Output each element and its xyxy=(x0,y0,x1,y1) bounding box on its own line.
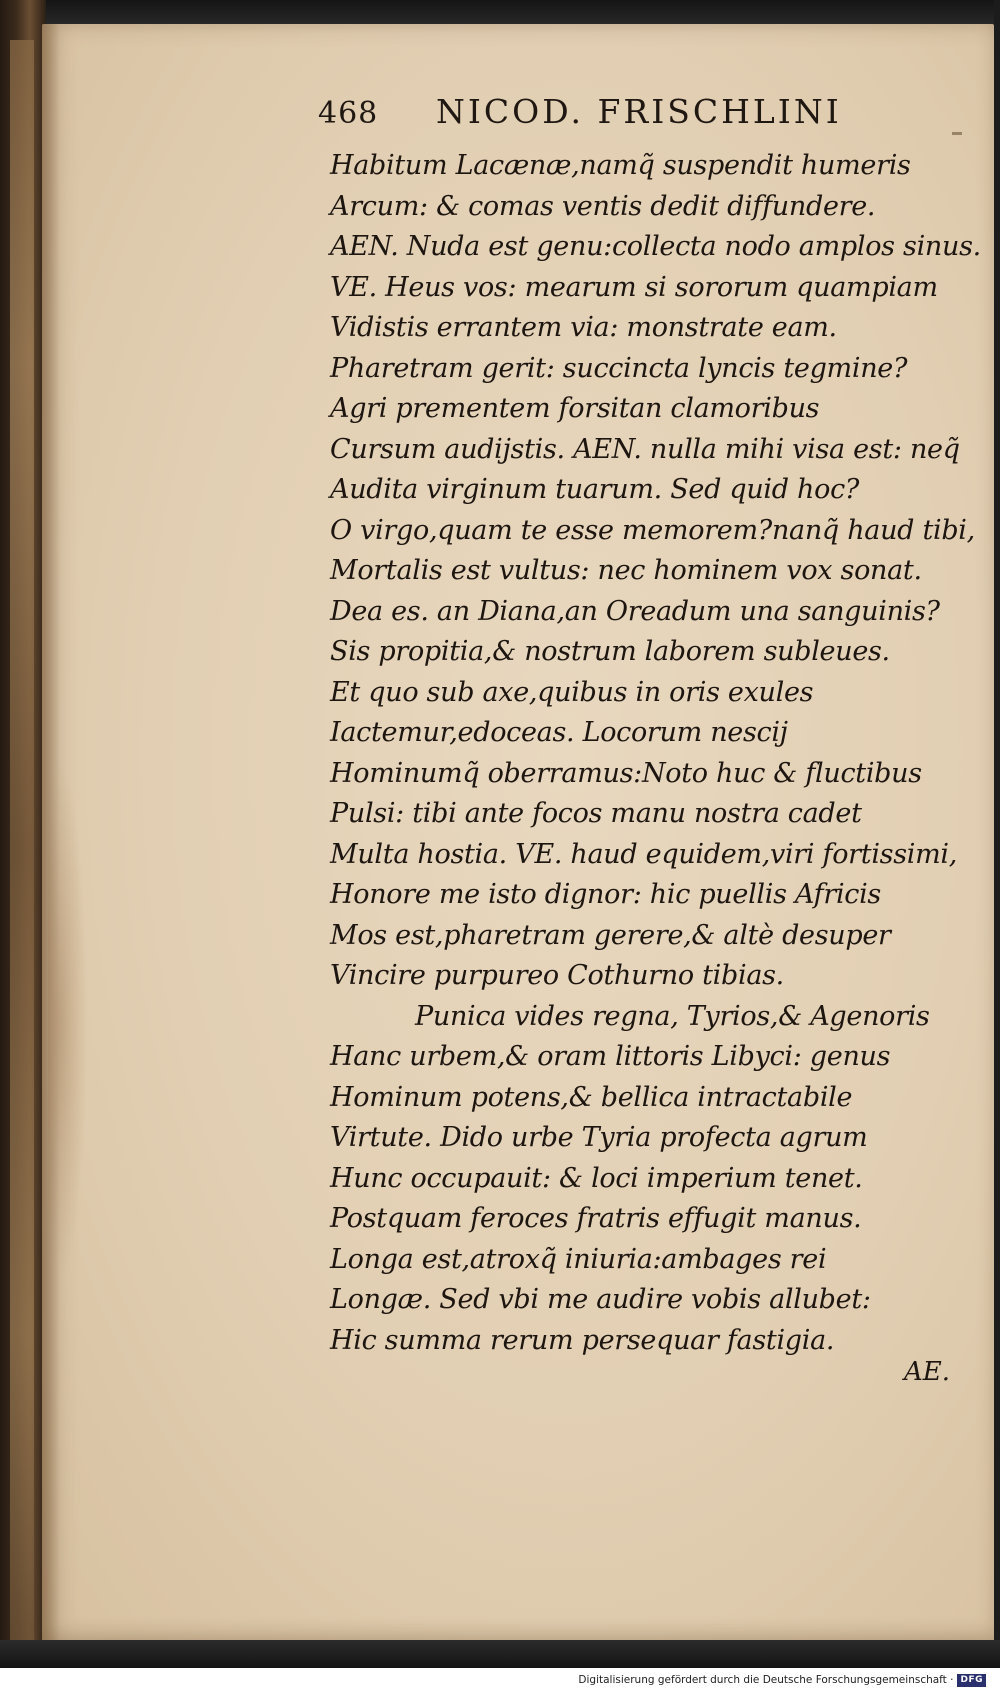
verse-line: Hominum potens,& bellica intractabile xyxy=(330,1081,853,1113)
verse-line: Longæ. Sed vbi me audire vobis allubet: xyxy=(330,1284,871,1315)
book-binding xyxy=(0,0,46,1665)
verse-line: Mos est,pharetram gerere,& altè desuper xyxy=(330,919,891,951)
page-header xyxy=(318,92,848,138)
verse-line: Hanc urbem,& oram littoris Libyci: genus xyxy=(330,1041,891,1072)
page-number: 468 xyxy=(318,96,379,131)
verse-line: Arcum: & comas ventis dedit diffundere. xyxy=(330,190,876,222)
verse-line: VE. Heus vos: mearum si sororum quampiam xyxy=(330,271,938,303)
scan-right-border xyxy=(994,0,1000,1665)
page-stain xyxy=(48,760,88,1280)
verse-line: Audita virginum tuarum. Sed quid hoc? xyxy=(330,474,860,505)
verse-line: Agri prementem forsitan clamoribus xyxy=(330,393,820,424)
verse-line: Sis propitia,& nostrum laborem subleues. xyxy=(330,636,890,667)
verse-line: Habitum Lacænæ,namq̃ suspendit humeris xyxy=(330,150,911,181)
verse-line: Multa hostia. VE. haud equidem,viri fortissimi, xyxy=(330,838,958,870)
binding-strip xyxy=(10,40,34,1660)
verse-line: Vidistis errantem via: monstrate eam. xyxy=(330,312,837,343)
verse-line: Punica vides regna, Tyrios,& Agenoris xyxy=(415,1000,930,1032)
verse-line: Cursum audijstis. AEN. nulla mihi visa est: neq̃ xyxy=(330,433,960,465)
verse-line: AEN. Nuda est genu:collecta nodo amplos sinus. xyxy=(330,231,981,262)
verse-line: Hunc occupauit: & loci imperium tenet. xyxy=(330,1162,863,1194)
verse-line: O virgo,quam te esse memorem?nanq̃ haud tibi, xyxy=(330,514,975,546)
verse-line: Virtute. Dido urbe Tyria profecta agrum xyxy=(330,1122,868,1153)
verse-line: Hominumq̃ oberramus:Noto huc & fluctibus xyxy=(330,757,922,789)
verse-line: Honore me isto dignor: hic puellis Africis xyxy=(330,879,881,910)
running-head: NICOD. FRISCHLINI xyxy=(436,92,842,131)
catchword: AE. xyxy=(904,1357,951,1387)
digitization-credit xyxy=(578,1671,986,1689)
verse-line: Postquam feroces fratris effugit manus. xyxy=(330,1203,862,1234)
verse-line: Pharetram gerit: succincta lyncis tegmine? xyxy=(330,352,908,384)
verse-line: Hic summa rerum persequar fastigia. xyxy=(330,1324,835,1356)
dfg-logo-icon: DFG xyxy=(957,1674,986,1687)
credit-text: Digitalisierung gefördert durch die Deutsche Forschungsgemeinschaft · xyxy=(578,1674,954,1686)
verse-line: Vincire purpureo Cothurno tibias. xyxy=(330,960,784,991)
verse-line: Dea es. an Diana,an Oreadum una sanguinis? xyxy=(330,595,940,627)
verse-line: Et quo sub axe,quibus in oris exules xyxy=(330,676,814,708)
verse-line: Iactemur,edoceas. Locorum nescij xyxy=(330,717,788,748)
verse-line: Pulsi: tibi ante focos manu nostra cadet xyxy=(330,798,862,829)
scan-bottom-border xyxy=(0,1640,1000,1668)
verse-line: Mortalis est vultus: nec hominem vox sonat. xyxy=(330,555,922,586)
page-mark xyxy=(952,132,962,135)
verse-text xyxy=(330,146,981,1361)
verse-line: Longa est,atroxq̃ iniuria:ambages rei xyxy=(330,1243,827,1275)
